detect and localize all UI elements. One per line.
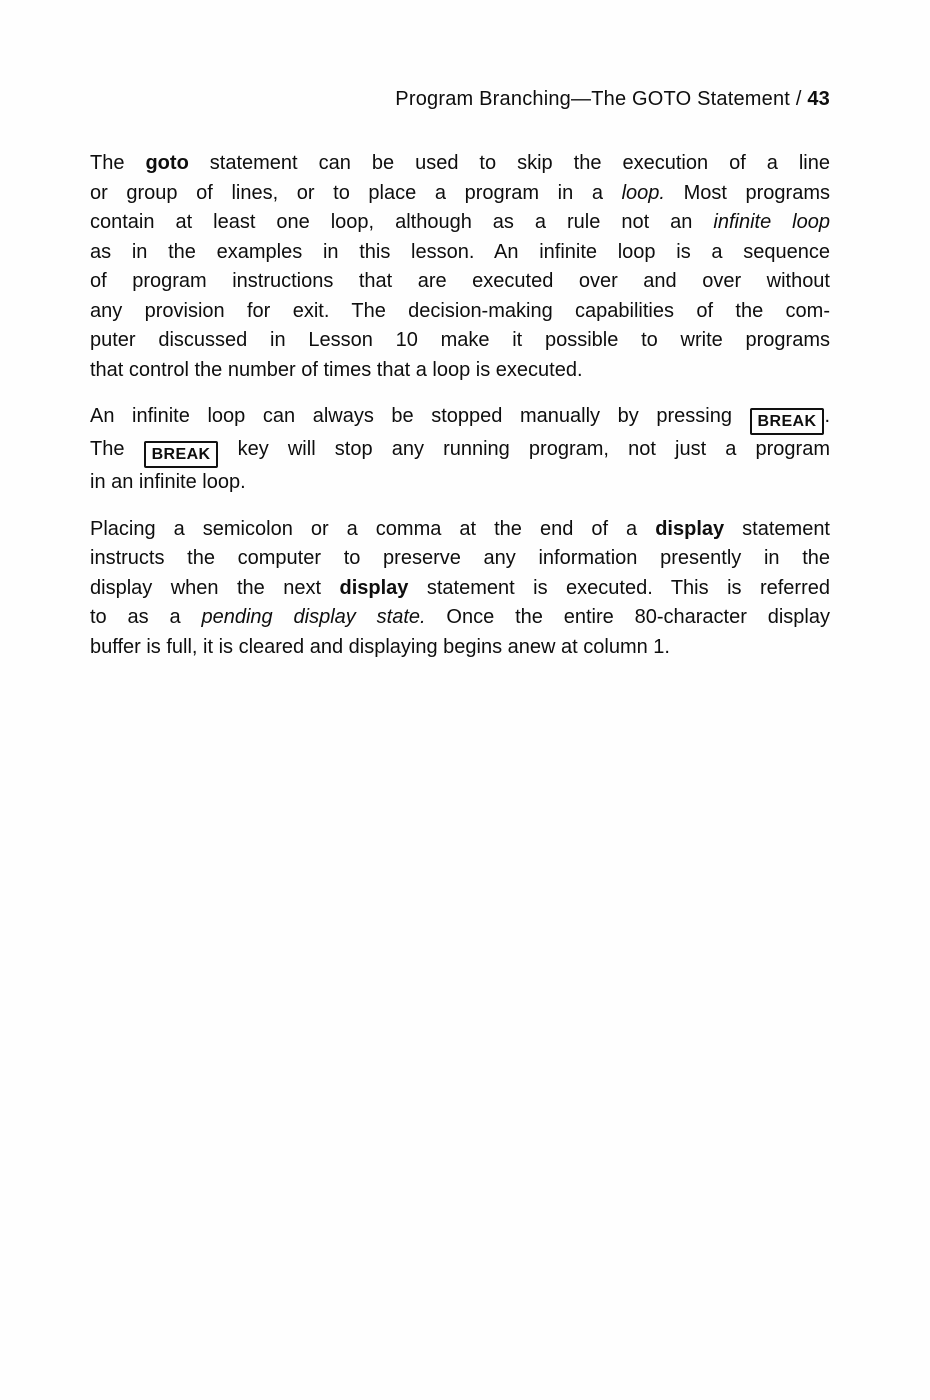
text-line xyxy=(90,356,830,386)
text-line xyxy=(90,149,830,179)
text-segment: statement is executed. This is referred xyxy=(408,576,830,599)
text-segment: pending display state. xyxy=(201,606,426,628)
text-line xyxy=(90,603,830,633)
text-segment: display when the next xyxy=(90,576,340,599)
text-segment: puter discussed in Lesson 10 make it possible to write programs xyxy=(90,329,830,351)
text-segment: Most programs xyxy=(664,181,830,204)
text-segment: The xyxy=(90,152,146,174)
text-segment: as in the examples in this lesson. An infinite loop is a sequence xyxy=(90,240,830,263)
text-segment: instructs the computer to preserve any information presently in the xyxy=(90,547,830,569)
text-line xyxy=(90,468,830,498)
text-line xyxy=(90,267,830,297)
text-segment: key will stop any running program, not just a program xyxy=(218,438,830,460)
text-segment: The xyxy=(90,438,144,460)
text-segment: 43 xyxy=(807,88,830,110)
text-segment: infinite loop xyxy=(713,211,830,233)
text-segment: buffer is full, it is cleared and displaying begins anew at column 1. xyxy=(90,635,670,658)
break-key-cap: BREAK xyxy=(750,408,825,435)
text-line xyxy=(90,515,830,545)
text-segment: to as a xyxy=(90,606,202,628)
text-segment: display xyxy=(339,576,409,599)
text-line xyxy=(90,238,830,268)
text-segment: of program instructions that are executed over and over without xyxy=(90,270,830,292)
text-segment: that control the number of times that a loop is executed. xyxy=(90,358,583,381)
text-line xyxy=(90,544,830,574)
text-line xyxy=(90,574,830,604)
text-line xyxy=(90,208,830,238)
break-key-cap: BREAK xyxy=(144,441,219,468)
text-segment: in an infinite loop. xyxy=(90,471,246,493)
running-header xyxy=(90,86,830,112)
text-segment: any provision for exit. The decision-making capabilities of the com- xyxy=(90,299,830,322)
text-line xyxy=(90,435,830,468)
text-segment: An infinite loop can always be stopped manually by pressing xyxy=(90,405,750,427)
paragraph xyxy=(90,515,830,663)
text-segment: Program Branching—The GOTO Statement / xyxy=(395,88,808,110)
text-segment: or group of lines, or to place a program in a xyxy=(90,181,622,204)
text-segment: statement can be used to skip the execution of a line xyxy=(188,152,830,174)
text-segment: display xyxy=(655,517,725,540)
text-segment: statement xyxy=(724,517,830,540)
text-line xyxy=(90,633,830,663)
text-line xyxy=(90,297,830,327)
text-line xyxy=(90,402,830,435)
text-segment: . xyxy=(824,405,830,427)
paragraph xyxy=(90,149,830,385)
paragraph xyxy=(90,402,830,498)
text-segment: contain at least one loop, although as a rule not an xyxy=(90,211,714,233)
text-segment: goto xyxy=(145,152,189,174)
text-segment: loop. xyxy=(621,181,665,204)
text-line xyxy=(90,326,830,356)
text-line xyxy=(90,179,830,209)
text-segment: Placing a semicolon or a comma at the end of a xyxy=(90,517,656,540)
document-body xyxy=(90,149,830,662)
text-segment: Once the entire 80-character display xyxy=(425,606,830,628)
